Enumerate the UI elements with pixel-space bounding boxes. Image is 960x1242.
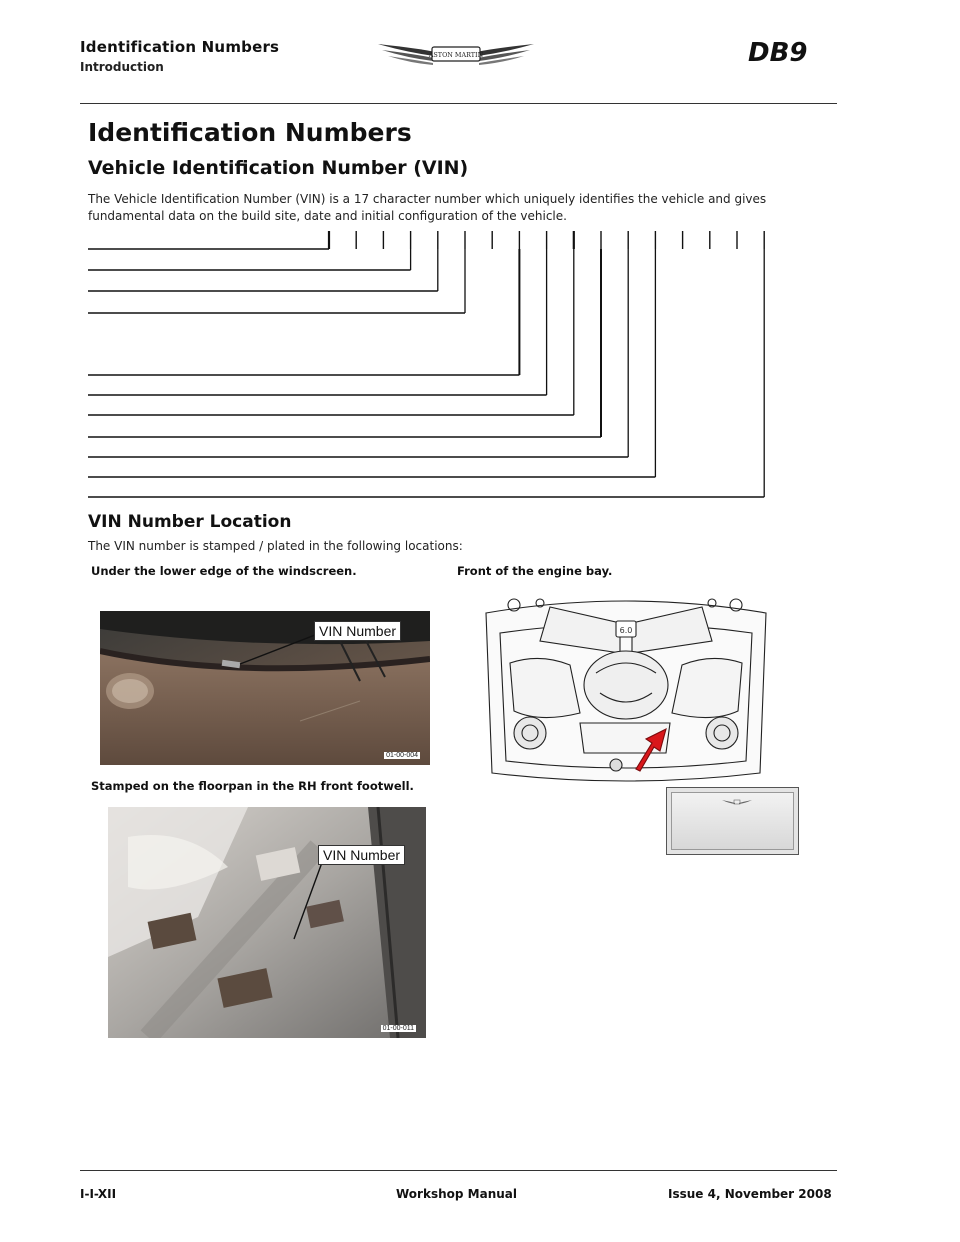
vin-breakdown-diagram (80, 225, 810, 505)
vin-heading: Vehicle Identification Number (VIN) (88, 157, 469, 179)
vin-location-intro: The VIN number is stamped / plated in the following locations: (88, 539, 463, 553)
aston-martin-wings-logo (376, 38, 536, 74)
db9-model-badge (748, 34, 840, 74)
windscreen-caption: Under the lower edge of the windscreen. (91, 564, 357, 578)
engine-bay-illustration (480, 593, 772, 782)
svg-text:6.0: 6.0 (619, 626, 633, 635)
footer-rule (80, 1170, 837, 1171)
floorpan-vin-photo (108, 807, 426, 1038)
header-subtitle: Introduction (80, 60, 164, 74)
figure-code: 01-00-004 (386, 752, 418, 759)
windscreen-vin-photo (100, 611, 430, 765)
vin-intro-text: The Vehicle Identification Number (VIN) is a 17 character number which uniquely identifies the vehicle and gives fundamental data on the build site, date and initial configuration of the vehicle. (88, 192, 767, 223)
header-title: Identification Numbers (80, 38, 280, 56)
engine-bay-caption: Front of the engine bay. (457, 564, 613, 578)
plate-logo-icon (722, 797, 752, 807)
figure-code: 01-00-011 (382, 1025, 414, 1032)
manual-name: Workshop Manual (396, 1187, 517, 1201)
header-rule (80, 103, 837, 104)
page-title: Identification Numbers (88, 118, 412, 147)
vin-number-callout: VIN Number (314, 621, 401, 641)
footwell-caption: Stamped on the floorpan in the RH front footwell. (91, 779, 414, 793)
logo-text: ASTON MARTIN (428, 51, 484, 59)
vin-plate-illustration (666, 787, 799, 855)
page-number: I-I-XII (80, 1187, 117, 1201)
vin-number-callout: VIN Number (318, 845, 405, 865)
vin-location-heading: VIN Number Location (88, 512, 292, 532)
model-text: DB9 (748, 38, 808, 68)
issue-date: Issue 4, November 2008 (668, 1187, 832, 1201)
